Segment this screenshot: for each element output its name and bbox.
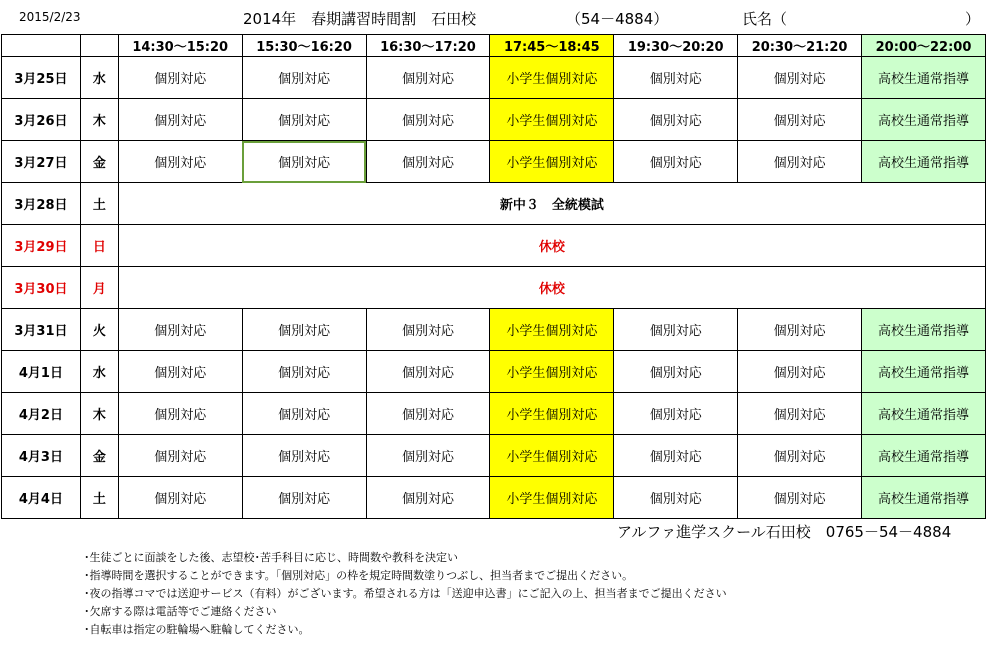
table-row xyxy=(2,225,986,267)
slot-cell[interactable]: 個別対応 xyxy=(366,477,490,519)
weekday-cell: 木 xyxy=(80,393,118,435)
slot-cell[interactable]: 個別対応 xyxy=(738,141,862,183)
table-row xyxy=(2,393,986,435)
school-contact: アルファ進学スクール石田校 0765－54－4884 xyxy=(617,523,952,541)
slot-cell[interactable]: 個別対応 xyxy=(118,393,242,435)
slot-cell[interactable]: 個別対応 xyxy=(118,99,242,141)
weekday-cell: 水 xyxy=(80,57,118,99)
slot-cell[interactable]: 個別対応 xyxy=(242,435,366,477)
highschool-slot-cell[interactable]: 高校生通常指導 xyxy=(862,477,986,519)
date-label: 2015/2/23 xyxy=(19,10,81,24)
timetable xyxy=(1,34,986,519)
table-row xyxy=(2,477,986,519)
note-line: ･指導時間を選択することができます。「個別対応」の枠を規定時間数塗りつぶし、担当者までご提出ください。 xyxy=(84,569,634,582)
table-row xyxy=(2,57,986,99)
slot-cell[interactable]: 個別対応 xyxy=(118,435,242,477)
slot-cell[interactable]: 個別対応 xyxy=(738,435,862,477)
slot-cell[interactable]: 個別対応 xyxy=(242,477,366,519)
note-line: ･生徒ごとに面談をした後、志望校･苦手科目に応じ、時間数や教科を決定い xyxy=(84,551,458,564)
time-slot-header: 19:30〜20:20 xyxy=(614,35,738,57)
slot-cell[interactable]: 個別対応 xyxy=(118,351,242,393)
date-cell: 4月2日 xyxy=(2,393,81,435)
note-line: ･自転車は指定の駐輪場へ駐輪してください。 xyxy=(84,623,310,636)
slot-cell[interactable]: 個別対応 xyxy=(242,393,366,435)
date-cell: 4月4日 xyxy=(2,477,81,519)
slot-cell[interactable]: 個別対応 xyxy=(614,309,738,351)
time-slot-header: 20:00〜22:00 xyxy=(862,35,986,57)
slot-cell[interactable]: 個別対応 xyxy=(242,351,366,393)
slot-cell[interactable]: 個別対応 xyxy=(366,99,490,141)
weekday-cell: 日 xyxy=(80,225,118,267)
date-cell: 4月1日 xyxy=(2,351,81,393)
slot-cell[interactable]: 個別対応 xyxy=(366,309,490,351)
date-cell: 3月30日 xyxy=(2,267,81,309)
slot-cell[interactable]: 個別対応 xyxy=(366,141,490,183)
time-slot-header: 15:30〜16:20 xyxy=(242,35,366,57)
note-line: ･欠席する際は電話等でご連絡ください xyxy=(84,605,277,618)
weekday-cell: 月 xyxy=(80,267,118,309)
highschool-slot-cell[interactable]: 高校生通常指導 xyxy=(862,393,986,435)
date-cell: 3月28日 xyxy=(2,183,81,225)
elementary-slot-cell[interactable]: 小学生個別対応 xyxy=(490,477,614,519)
table-row xyxy=(2,99,986,141)
table-row xyxy=(2,141,986,183)
date-cell: 3月26日 xyxy=(2,99,81,141)
slot-cell[interactable]: 個別対応 xyxy=(366,435,490,477)
table-row xyxy=(2,309,986,351)
highschool-slot-cell[interactable]: 高校生通常指導 xyxy=(862,351,986,393)
slot-cell[interactable]: 個別対応 xyxy=(118,141,242,183)
header-row xyxy=(2,35,986,57)
table-row xyxy=(2,267,986,309)
slot-cell[interactable]: 個別対応 xyxy=(614,351,738,393)
slot-cell[interactable]: 個別対応 xyxy=(738,99,862,141)
weekday-cell: 火 xyxy=(80,309,118,351)
slot-cell[interactable]: 個別対応 xyxy=(118,57,242,99)
slot-cell[interactable]: 個別対応 xyxy=(738,57,862,99)
holiday-cell: 休校 xyxy=(118,225,985,267)
date-cell: 3月31日 xyxy=(2,309,81,351)
slot-cell[interactable]: 個別対応 xyxy=(242,309,366,351)
slot-cell[interactable]: 個別対応 xyxy=(614,57,738,99)
elementary-slot-cell[interactable]: 小学生個別対応 xyxy=(490,309,614,351)
highschool-slot-cell[interactable]: 高校生通常指導 xyxy=(862,141,986,183)
date-cell: 4月3日 xyxy=(2,435,81,477)
time-slot-header: 14:30〜15:20 xyxy=(118,35,242,57)
notes-list xyxy=(84,549,727,639)
weekday-cell: 木 xyxy=(80,99,118,141)
slot-cell[interactable]: 個別対応 xyxy=(366,57,490,99)
slot-cell[interactable]: 個別対応 xyxy=(738,393,862,435)
header-day-blank xyxy=(80,35,118,57)
slot-cell[interactable]: 個別対応 xyxy=(738,477,862,519)
elementary-slot-cell[interactable]: 小学生個別対応 xyxy=(490,99,614,141)
elementary-slot-cell[interactable]: 小学生個別対応 xyxy=(490,141,614,183)
weekday-cell: 金 xyxy=(80,141,118,183)
highschool-slot-cell[interactable]: 高校生通常指導 xyxy=(862,99,986,141)
date-cell: 3月29日 xyxy=(2,225,81,267)
slot-cell[interactable]: 個別対応 xyxy=(366,351,490,393)
time-slot-header: 20:30〜21:20 xyxy=(738,35,862,57)
highschool-slot-cell[interactable]: 高校生通常指導 xyxy=(862,57,986,99)
weekday-cell: 金 xyxy=(80,435,118,477)
elementary-slot-cell[interactable]: 小学生個別対応 xyxy=(490,57,614,99)
slot-cell[interactable]: 個別対応 xyxy=(738,309,862,351)
header-bar xyxy=(0,0,986,34)
note-line: ･夜の指導コマでは送迎サービス（有料）がございます。希望される方は「送迎申込書」にご記入の上、担当者までご提出ください xyxy=(84,587,727,600)
weekday-cell: 水 xyxy=(80,351,118,393)
slot-cell[interactable]: 個別対応 xyxy=(242,141,366,183)
weekday-cell: 土 xyxy=(80,477,118,519)
header-date-blank xyxy=(2,35,81,57)
table-row xyxy=(2,435,986,477)
slot-cell[interactable]: 個別対応 xyxy=(242,99,366,141)
slot-cell[interactable]: 個別対応 xyxy=(118,309,242,351)
table-row xyxy=(2,183,986,225)
time-slot-header: 16:30〜17:20 xyxy=(366,35,490,57)
slot-cell[interactable]: 個別対応 xyxy=(614,477,738,519)
weekday-cell: 土 xyxy=(80,183,118,225)
elementary-slot-cell[interactable]: 小学生個別対応 xyxy=(490,393,614,435)
slot-cell[interactable]: 個別対応 xyxy=(242,57,366,99)
table-row xyxy=(2,351,986,393)
highschool-slot-cell[interactable]: 高校生通常指導 xyxy=(862,309,986,351)
slot-cell[interactable]: 個別対応 xyxy=(614,393,738,435)
date-cell: 3月27日 xyxy=(2,141,81,183)
date-cell: 3月25日 xyxy=(2,57,81,99)
elementary-slot-cell[interactable]: 小学生個別対応 xyxy=(490,351,614,393)
highschool-slot-cell[interactable]: 高校生通常指導 xyxy=(862,435,986,477)
slot-cell[interactable]: 個別対応 xyxy=(118,477,242,519)
slot-cell[interactable]: 個別対応 xyxy=(614,435,738,477)
elementary-slot-cell[interactable]: 小学生個別対応 xyxy=(490,435,614,477)
slot-cell[interactable]: 個別対応 xyxy=(614,141,738,183)
name-label: 氏名（ xyxy=(742,10,788,28)
slot-cell[interactable]: 個別対応 xyxy=(366,393,490,435)
holiday-cell: 休校 xyxy=(118,267,985,309)
slot-cell[interactable]: 個別対応 xyxy=(738,351,862,393)
event-cell: 新中３ 全統模試 xyxy=(118,183,985,225)
page-title: 2014年 春期講習時間割 石田校 xyxy=(243,10,477,28)
phone-number: （54－4884） xyxy=(566,10,669,28)
slot-cell[interactable]: 個別対応 xyxy=(614,99,738,141)
time-slot-header: 17:45〜18:45 xyxy=(490,35,614,57)
name-close-paren: ） xyxy=(965,10,981,28)
